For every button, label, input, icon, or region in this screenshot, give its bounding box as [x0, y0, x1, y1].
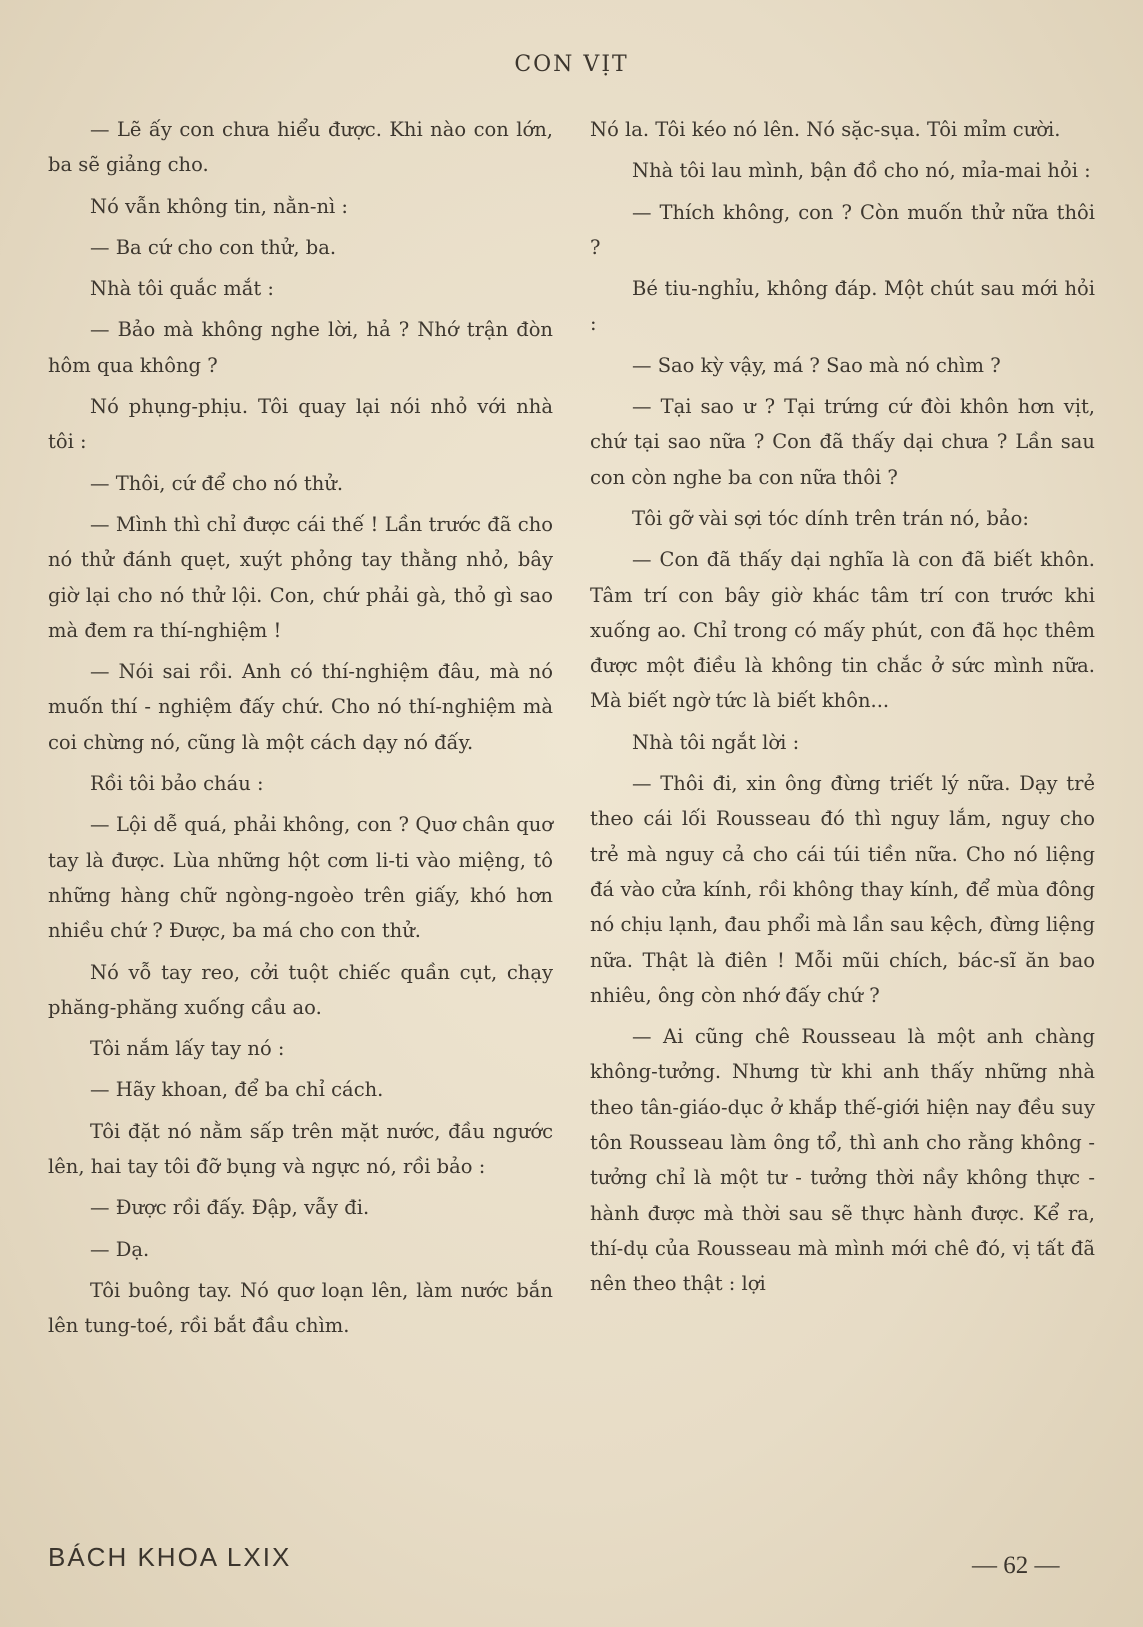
- paragraph: Tôi gỡ vài sợi tóc dính trên trán nó, bảo:: [632, 506, 1029, 530]
- paragraph: — Lội dễ quá, phải không, con ? Quơ chân quơ tay là được. Lùa những hột cơm li-ti vào miệng, tô những hàng chữ ngòng-ngoèo trên giấy, khó hơn nhiều chứ ? Được, ba má cho con thử.: [48, 813, 553, 943]
- paragraph: — Nói sai rồi. Anh có thí-nghiệm đâu, mà nó muốn thí - nghiệm đấy chứ. Cho nó thí-nghiệm mà coi chừng nó, cũng là một cách dạy nó đấy.: [48, 660, 553, 754]
- paragraph: — Dạ.: [90, 1237, 150, 1261]
- paragraph: Tôi buông tay. Nó quơ loạn lên, làm nước bắn lên tung-toé, rồi bắt đầu chìm.: [48, 1278, 553, 1338]
- paragraph: Rồi tôi bảo cháu :: [90, 772, 264, 796]
- paragraph: Nhà tôi ngắt lời :: [632, 730, 800, 754]
- paragraph: — Lẽ ấy con chưa hiểu được. Khi nào con lớn, ba sẽ giảng cho.: [48, 118, 553, 177]
- right-column: [590, 112, 1095, 1308]
- page-number: — 62 —: [972, 1552, 1060, 1579]
- paragraph: — Tại sao ư ? Tại trứng cứ đòi khôn hơn vịt, chứ tại sao nữa ? Con đã thấy dại chưa ? Lần sau con còn nghe ba con nữa thôi ?: [590, 395, 1095, 489]
- paragraph: Nhà tôi lau mình, bận đồ cho nó, mỉa-mai hỏi :: [632, 159, 1091, 183]
- paragraph: Bé tiu-nghỉu, không đáp. Một chút sau mới hỏi :: [590, 277, 1095, 336]
- paragraph: Tôi đặt nó nằm sấp trên mặt nước, đầu ngước lên, hai tay tôi đỡ bụng và ngực nó, rồi bảo :: [48, 1119, 553, 1179]
- paragraph: Nó phụng-phịu. Tôi quay lại nói nhỏ với nhà tôi :: [48, 395, 553, 454]
- paragraph: — Thôi đi, xin ông đừng triết lý nữa. Dạy trẻ theo cái lối Rousseau đó thì nguy lắm, nguy cho trẻ mà nguy cả cho cái túi tiền nữa. Cho nó liệng đá vào cửa kính, rồi không thay kính, để mùa đông nó chịu lạnh, đau phổi mà lần sau kệch, đừng liệng nữa. Thật là điên ! Mỗi mũi chích, bác-sĩ ăn bao nhiêu, ông còn nhớ đấy chứ ?: [590, 772, 1095, 1007]
- paragraph: — Thích không, con ? Còn muốn thử nữa thôi ?: [590, 200, 1095, 259]
- paragraph: Tôi nắm lấy tay nó :: [90, 1037, 285, 1061]
- paragraph: — Được rồi đấy. Đập, vẫy đi.: [90, 1196, 370, 1220]
- paragraph: — Thôi, cứ để cho nó thử.: [90, 471, 344, 495]
- paragraph: — Sao kỳ vậy, má ? Sao mà nó chìm ?: [632, 353, 1001, 377]
- paragraph: Nó vỗ tay reo, cởi tuột chiếc quần cụt, chạy phăng-phăng xuống cầu ao.: [48, 960, 553, 1019]
- paragraph: Nhà tôi quắc mắt :: [90, 277, 274, 301]
- running-title: CON VỊT: [514, 52, 629, 77]
- paragraph: Nó la. Tôi kéo nó lên. Nó sặc-sụa. Tôi mỉm cười.: [590, 118, 1061, 141]
- paragraph: — Ba cứ cho con thử, ba.: [90, 235, 337, 259]
- publication-name: BÁCH KHOA LXIX: [48, 1542, 292, 1572]
- paragraph: — Ai cũng chê Rousseau là một anh chàng không-tưởng. Nhưng từ khi anh thấy những nhà theo tân-giáo-dục ở khắp thế-giới hiện nay đều suy tôn Rousseau làm ông tổ, thì anh cho rằng không - tưởng chỉ là một tư - tưởng thời nầy không thực - hành được mà thời sau sẽ thực hành được. Kể ra, thí-dụ của Rousseau mà mình mới chê đó, vị tất đã nên theo thật : lợi: [590, 1025, 1095, 1296]
- paragraph: — Mình thì chỉ được cái thế ! Lần trước đã cho nó thử đánh quẹt, xuýt phỏng tay thằng nhỏ, bây giờ lại cho nó thử lội. Con, chứ phải gà, thỏ gì sao mà đem ra thí-nghiệm !: [48, 512, 553, 642]
- left-column: [48, 112, 553, 1350]
- paragraph: — Bảo mà không nghe lời, hả ? Nhớ trận đòn hôm qua không ?: [48, 318, 553, 377]
- paragraph: — Con đã thấy dại nghĩa là con đã biết khôn. Tâm trí con bây giờ khác tâm trí con trước khi xuống ao. Chỉ trong có mấy phút, con đã học thêm được một điều là không tin chắc ở sức mình nữa. Mà biết ngờ tức là biết khôn...: [590, 548, 1095, 713]
- paragraph: Nó vẫn không tin, nằn-nì :: [90, 194, 349, 218]
- paragraph: — Hãy khoan, để ba chỉ cách.: [90, 1078, 384, 1102]
